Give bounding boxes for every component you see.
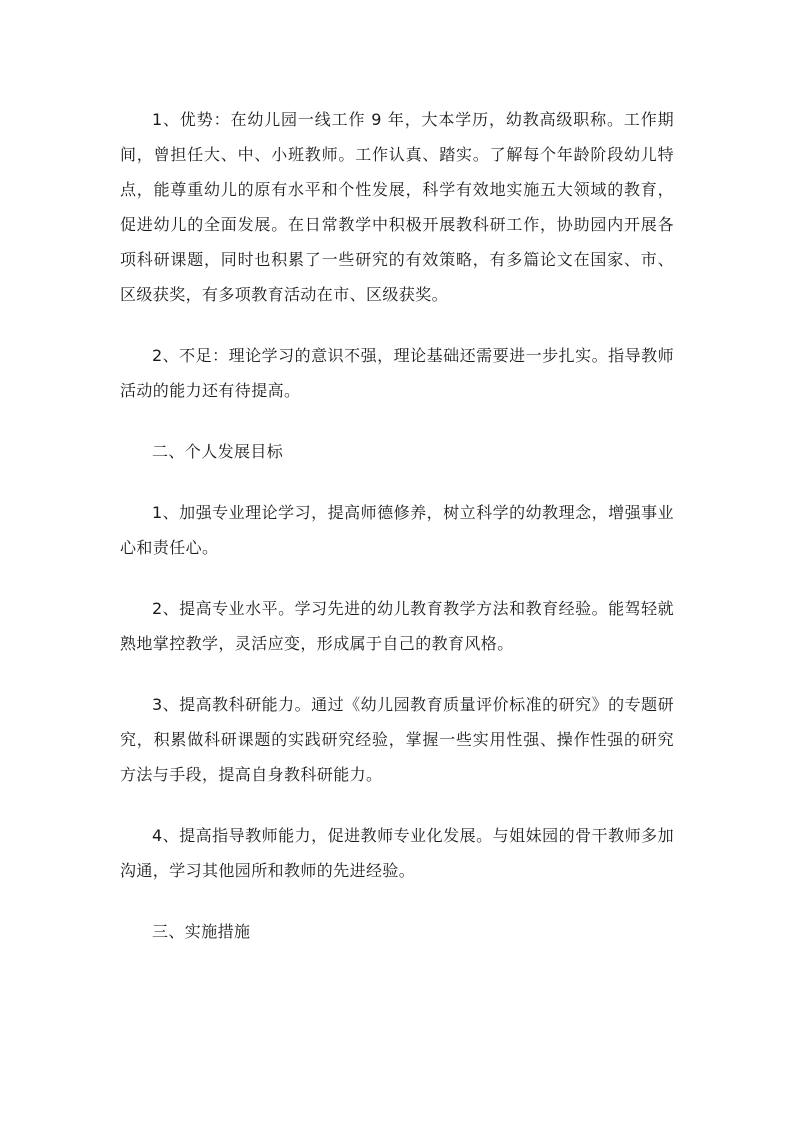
paragraph-goal-4: 4、提高指导教师能力，促进教师专业化发展。与姐妹园的骨干教师多加沟通，学习其他园所和教师的先进经验。 — [120, 826, 674, 880]
paragraph-goal-1: 1、加强专业理论学习，提高师德修养，树立科学的幼教理念，增强事业心和责任心。 — [120, 503, 674, 557]
paragraph-goal-3: 3、提高教科研能力。通过《幼儿园教育质量评价标准的研究》的专题研究，积累做科研课题的实践研究经验，掌握一些实用性强、操作性强的研究方法与手段，提高自身教科研能力。 — [120, 695, 674, 784]
paragraph-weaknesses: 2、不足：理论学习的意识不强，理论基础还需要进一步扎实。指导教师活动的能力还有待提高。 — [120, 346, 674, 400]
section-heading-measures: 三、实施措施 — [152, 922, 251, 941]
paragraph-goal-2: 2、提高专业水平。学习先进的幼儿教育教学方法和教育经验。能驾轻就熟地掌控教学，灵活应变，形成属于自己的教育风格。 — [120, 599, 674, 653]
paragraph-strengths: 1、优势：在幼儿园一线工作 9 年，大本学历，幼教高级职称。工作期间，曾担任大、中、小班教师。工作认真、踏实。了解每个年龄阶段幼儿特点，能尊重幼儿的原有水平和个性发展，科学有效地实施五大领域的教育，促进幼儿的全面发展。在日常教学中积极开展教科研工作，协助园内开展各项科研课题，同时也积累了一些研究的有效策略，有多篇论文在国家、市、区级获奖，有多项教育活动在市、区级获奖。 — [120, 110, 674, 304]
section-heading-goals: 二、个人发展目标 — [152, 442, 284, 461]
